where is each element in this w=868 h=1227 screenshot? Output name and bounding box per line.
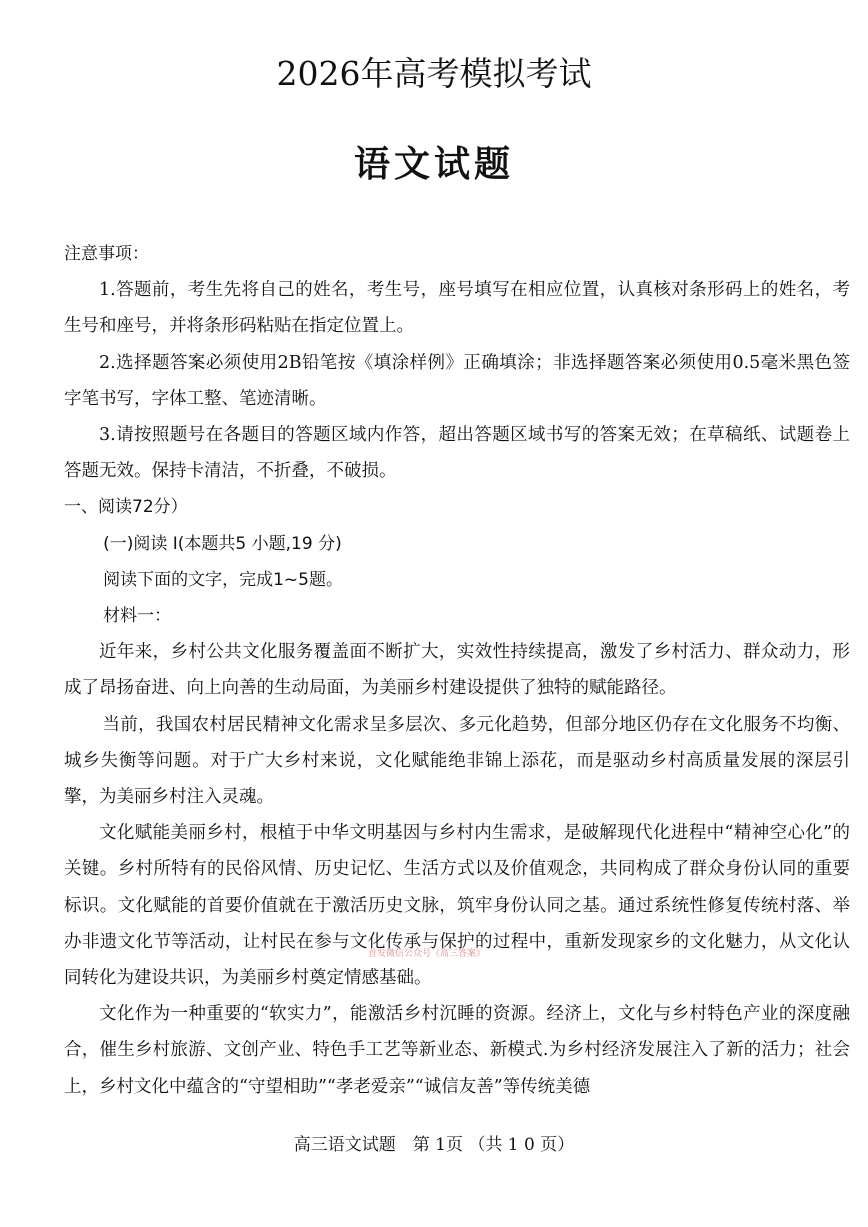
watermark-text: 首发微信公众号《高三答案》 [368, 949, 486, 959]
notice-heading: 注意事项： [64, 244, 149, 264]
section-instruction: 阅读下面的文字，完成1~5题。 [103, 569, 343, 590]
paragraph-4: 文化作为一种重要的“软实力”，能激活乡村沉睡的资源。经济上，文化与乡村特色产业的深度融合，催生乡村旅游、文创产业、特色手工艺等新业态、新模式.为乡村经济发展注入了新的活力；社会上，乡村文化中蕴含的“守望相助”“孝老爱亲”“诚信友善”等传统美德 [64, 1004, 850, 1097]
exam-title: 2026年高考模拟考试 [276, 54, 592, 93]
notice-item-3: 3.请按照题号在各题目的答题区域内作答，超出答题区域书写的答案无效；在草稿纸、试题卷上答题无效。保持卡清洁，不折叠，不破损。 [64, 425, 850, 482]
notice-item-2: 2.选择题答案必须使用2B铅笔按《填涂样例》正确填涂；非选择题答案必须使用0.5毫米黑色签字笔书写，字体工整、笔迹清晰。 [64, 352, 850, 409]
page-body [64, 236, 850, 1105]
section-sub-heading: (一)阅读 Ⅰ(本题共5 小题,19 分) [103, 533, 342, 554]
paragraph-3: 文化赋能美丽乡村，根植于中华文明基因与乡村内生需求，是破解现代化进程中“精神空心化”的关键。乡村所特有的民俗风情、历史记忆、生活方式以及价值观念，共同构成了群众身份认同的重要标识。文化赋能的首要价值就在于激活历史文脉，筑牢身份认同之基。通过系统性修复传统村落、举办非遗文化节等活动，让村民在参与文化传承与保护的过程中，重新发现家乡的文化魅力，从文化认同转化为建设共识，为美丽乡村奠定情感基础。 [64, 823, 850, 989]
paragraph-1: 近年来，乡村公共文化服务覆盖面不断扩大，实效性持续提高，激发了乡村活力、群众动力，形成了昂扬奋进、向上向善的生动局面，为美丽乡村建设提供了独特的赋能路径。 [64, 642, 850, 699]
notice-item-1: 1.答题前，考生先将自己的姓名，考生号，座号填写在相应位置，认真核对条形码上的姓名，考生号和座号，并将条形码粘贴在指定位置上。 [64, 280, 850, 337]
subject-title: 语文试题 [353, 143, 514, 185]
material-label: 材料一： [103, 606, 172, 627]
paragraph-2: 当前，我国农村居民精神文化需求呈多层次、多元化趋势，但部分地区仍存在文化服务不均衡、城乡失衡等问题。对于广大乡村来说，文化赋能绝非锦上添花，而是驱动乡村高质量发展的深层引擎，为美丽乡村注入灵魂。 [64, 714, 850, 808]
section-heading: 一、阅读72分） [64, 497, 188, 518]
page-footer: 高三语文试题 第 1页 （共 1 0 页） [293, 1135, 575, 1155]
